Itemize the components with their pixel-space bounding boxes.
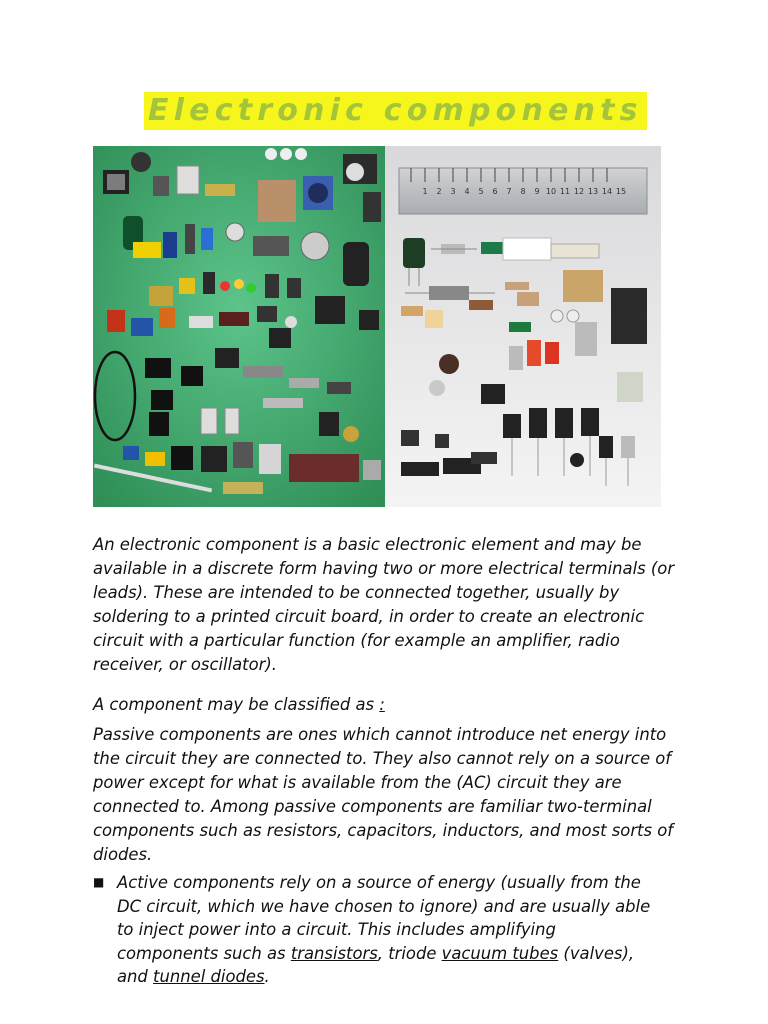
transistors-link[interactable]: transistors [290, 943, 378, 963]
ruler-number: 1 [422, 187, 428, 196]
ruler-number: 7 [506, 187, 512, 196]
ruler-number: 5 [478, 187, 484, 196]
ruler-number: 3 [450, 187, 456, 196]
bullet-square-icon: ■ [93, 875, 105, 889]
active-components-text [117, 871, 662, 989]
bullet-text-part: . [264, 967, 270, 986]
classification-text: A component may be classified as [93, 695, 380, 714]
components-photo-green [93, 146, 385, 507]
bullet-text-part: (valves), and [117, 943, 635, 986]
ruler-number: 13 [587, 187, 599, 196]
components-photo-white [385, 146, 661, 507]
ruler-number: 6 [492, 187, 498, 196]
tunnel-diodes-link[interactable]: tunnel diodes [153, 967, 265, 986]
ruler-number: 2 [436, 187, 442, 196]
page-title: Electronic components [144, 92, 647, 130]
bullet-text-part: , triode [377, 943, 442, 963]
ruler-number: 4 [464, 187, 470, 196]
ruler-number: 12 [573, 187, 585, 196]
bullet-text-part: Active components rely on a source of energy (usually from the DC circuit, which we have chosen to ignore) and are usually able to inject power into a circuit. This includes amplifying components such as [117, 873, 651, 963]
classification-intro [93, 693, 683, 717]
vacuum-tubes-link[interactable]: vacuum tubes [441, 943, 559, 963]
ruler-number: 11 [559, 187, 571, 196]
ruler-number: 9 [534, 187, 540, 196]
intro-paragraph: An electronic component is a basic electronic element and may be available in a discrete form having two or more electrical terminals (or leads). These are intended to be connected together, usually by soldering to a printed circuit board, in order to create an electronic circuit with a particular function (for example an amplifier, radio receiver, or oscillator). [93, 535, 675, 674]
ruler-number: 14 [601, 187, 613, 196]
passive-components-paragraph: Passive components are ones which cannot introduce net energy into the circuit they are connected to. They also cannot rely on a source of power except for what is available from the (AC) circuit they are connected to. Among passive components are familiar two-terminal components such as resistors, capacitors, inductors, and most sorts of diodes. [93, 725, 674, 864]
ruler-number: 15 [615, 187, 627, 196]
ruler-number: 10 [545, 187, 557, 196]
ruler-number: 8 [520, 187, 526, 196]
classification-colon: : [379, 695, 385, 714]
